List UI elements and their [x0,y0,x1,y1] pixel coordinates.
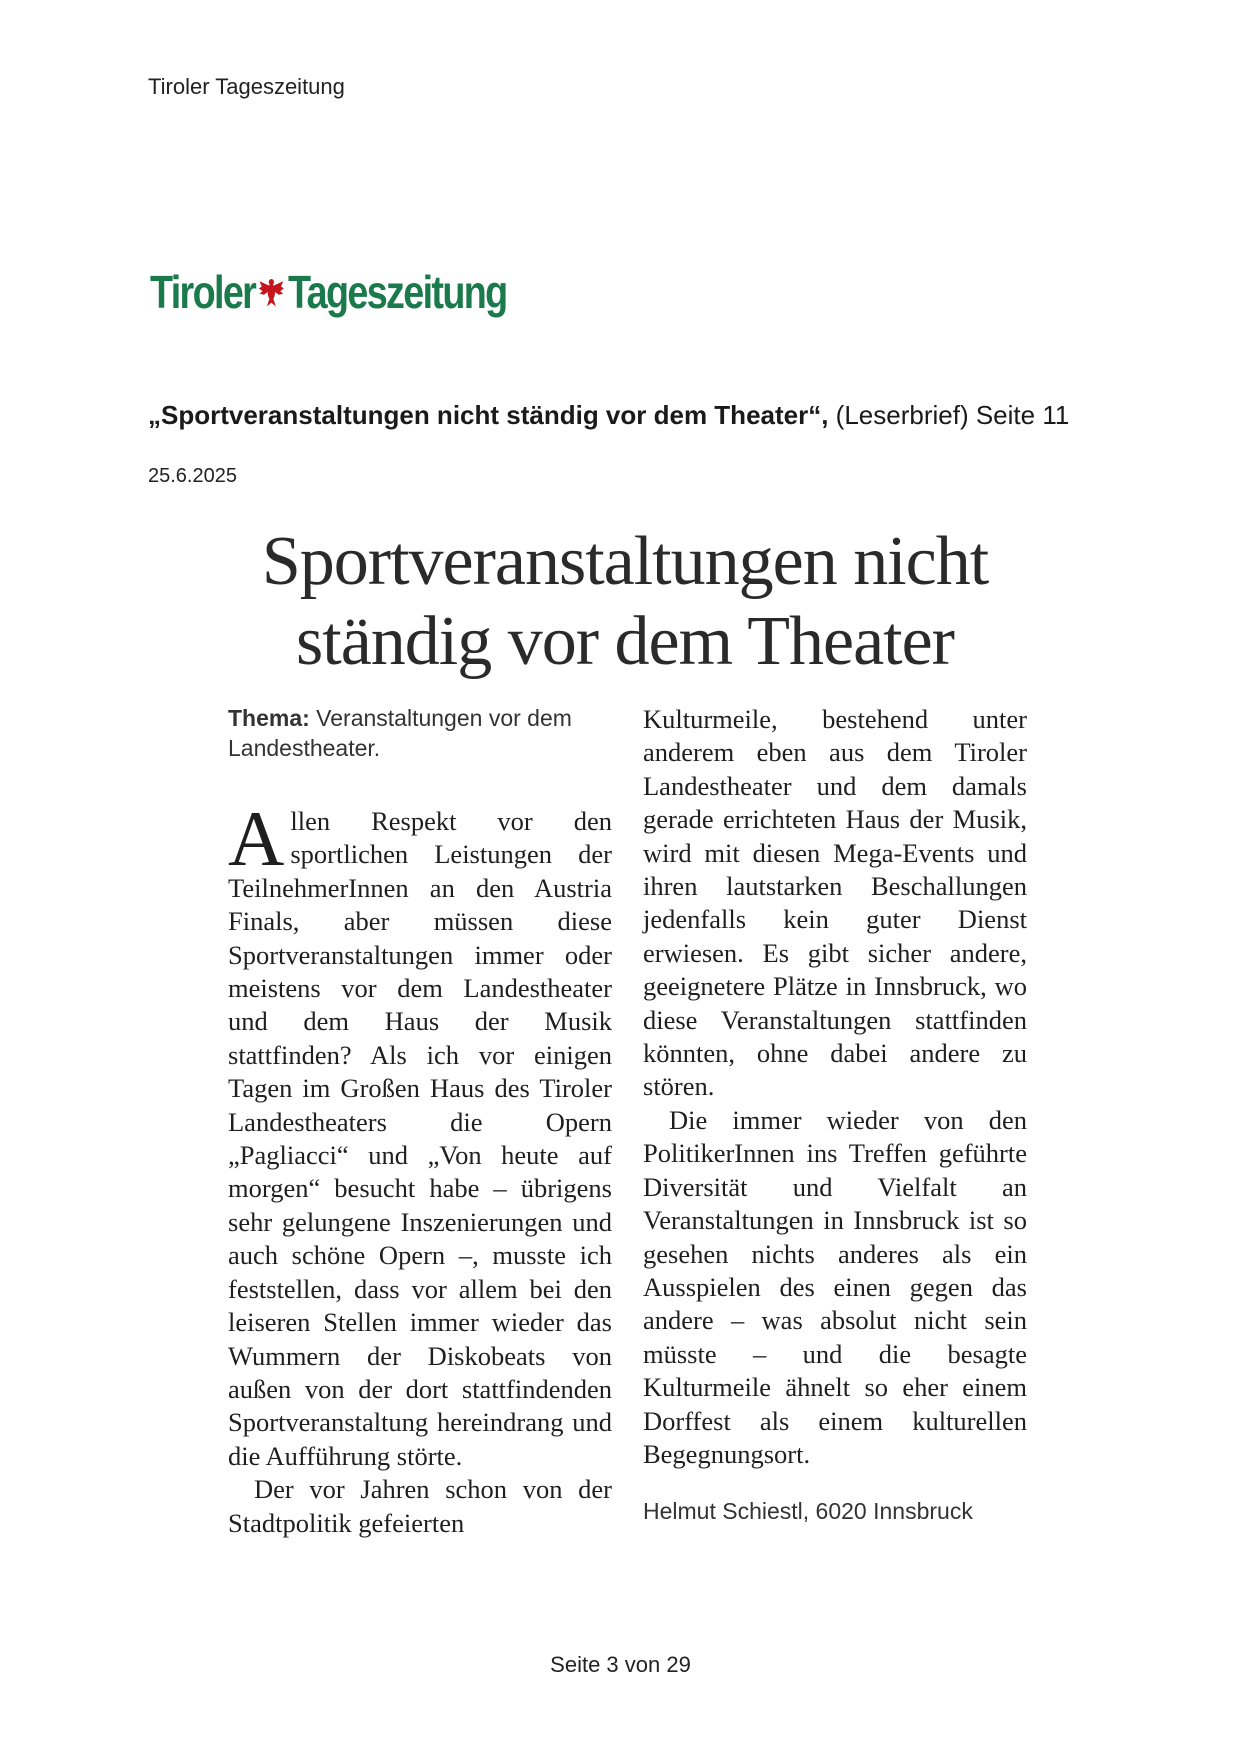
paragraph-3: Die immer wieder von den PolitikerInnen ins Treffen geführte Diversität und Vielfalt an Veranstaltungen in Innsbruck ist so gesehen nichts anderes als ein Ausspielen des einen gegen das andere – was absolut nicht sein müsste – und die besagte Kulturmeile ähnelt so eher einem Dorffest als einem kulturellen Begegnungsort. [643,1104,1027,1469]
article-ref-title: „Sportveranstaltungen nicht ständig vor dem Theater“, [148,400,829,430]
page-number: Seite 3 von 29 [550,1652,691,1677]
paragraph-2-start: Der vor Jahren schon von der Stadtpolitik gefeierten [228,1474,612,1538]
headline-line-2: ständig vor dem Theater [296,603,954,680]
author-signature: Helmut Schiestl, 6020 Innsbruck [643,1498,973,1525]
logo-text-left: Tiroler [150,266,256,318]
thema-line [228,703,612,763]
headline-line-1: Sportveranstaltungen nicht [261,523,989,600]
thema-label: Thema: [228,705,310,731]
article-column-right [643,703,1027,1529]
article-ref-meta: (Leserbrief) Seite 11 [828,400,1070,430]
article-column-left [228,703,612,1540]
source-label: Tiroler Tageszeitung [148,74,345,99]
tyrolean-eagle-icon [257,274,287,310]
article-reference [148,400,1108,431]
paragraph-1-text: llen Respekt vor den sportlichen Leistungen der TeilnehmerInnen an den Austria Finals, aber müssen diese Sportveranstaltungen immer oder meistens vor dem Landestheater und dem Haus der Musik stattfinden? Als ich vor einigen Tagen im Großen Haus des Tiroler Landestheaters die Opern „Pagliacci“ und „Von heute auf morgen“ besucht habe – übrigens sehr gelungene Inszenierungen und auch schöne Opern –, musste ich feststellen, dass vor allem bei den leiseren Stellen immer wieder das Wummern der Diskobeats von außen von der dort stattfindenden Sportveranstaltung hereindrang und die Aufführung störte. [228,806,612,1471]
newspaper-logo [150,262,507,322]
logo-text-right: Tageszeitung [288,266,507,318]
thema-text: Veranstaltungen vor dem Landestheater. [228,705,572,761]
dropcap: A [228,795,285,882]
article-headline [180,522,1070,682]
paragraph-1 [228,795,612,1473]
article-date: 25.6.2025 [148,465,237,487]
paragraph-2-continued: Kulturmeile, bestehend unter anderem eben aus dem Tiroler Landestheater und dem damals gerade errichteten Haus der Musik, wird mit diesen Mega-Events und ihren lautstarken Beschallungen jedenfalls kein guter Dienst erwiesen. Es gibt sicher andere, geeignetere Plätze in Innsbruck, wo diese Veranstaltungen stattfinden könnten, ohne dabei andere zu stören. [643,704,1027,1102]
